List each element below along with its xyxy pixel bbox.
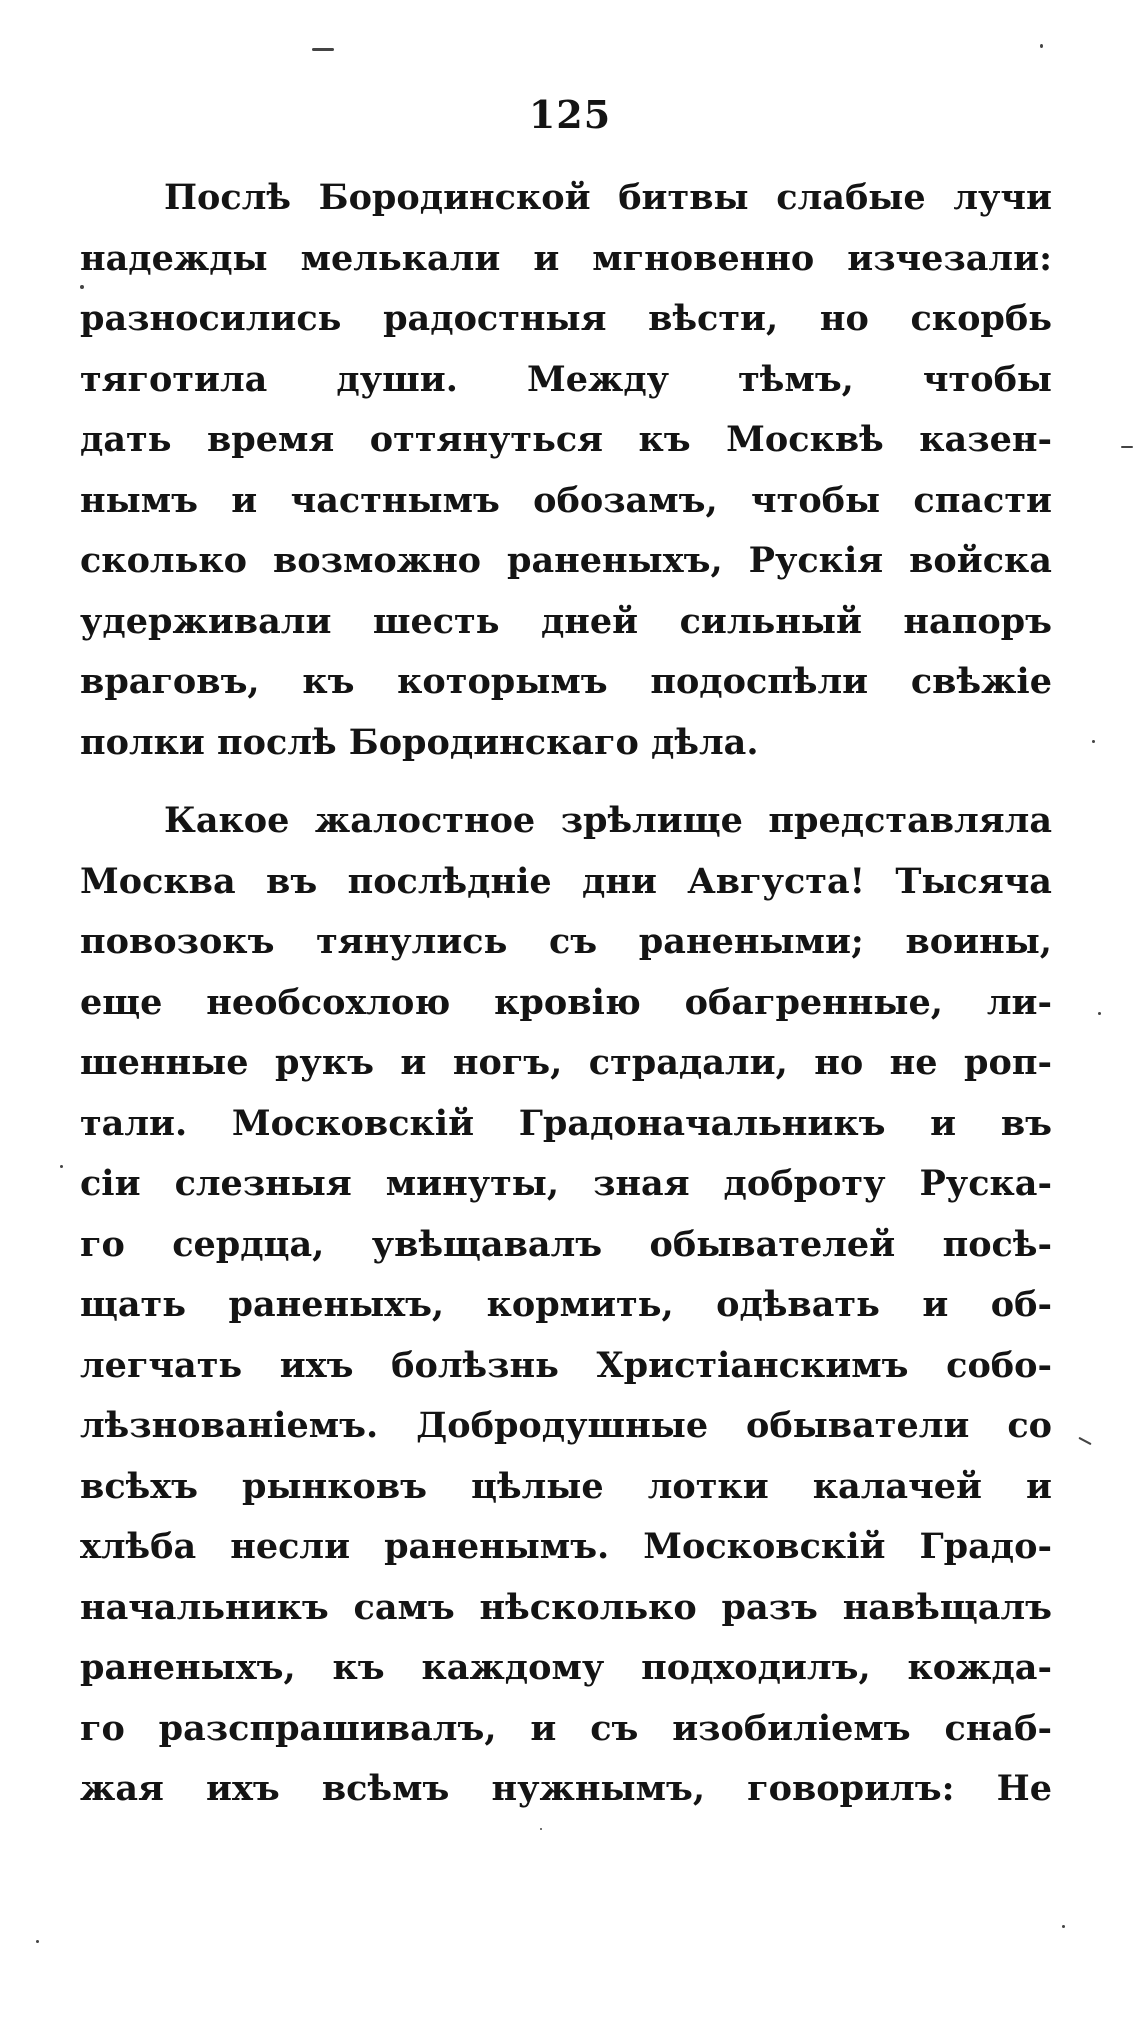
paper-speck (36, 1940, 39, 1943)
text-line: жая ихъ всѣмъ нужнымъ, говорилъ: Не (80, 1768, 1052, 1809)
text-line: Москва въ послѣдніе дни Августа! Тысяча (80, 860, 1052, 902)
text-line: го разспрашивалъ, и съ изобиліемъ снаб- (80, 1707, 1052, 1749)
text-line: раненыхъ, къ каждому подходилъ, кожда- (80, 1647, 1052, 1688)
text-line: еще необсохлою кровію обагренные, ли- (80, 981, 1052, 1023)
text-line: дать время оттянуться къ Москвѣ казен- (80, 419, 1052, 460)
paper-speck (1092, 740, 1095, 743)
text-line: тяготила души. Между тѣмъ, чтобы (80, 358, 1052, 400)
paper-speck (1121, 446, 1133, 448)
text-line: Послѣ Бородинской битвы слабые лучи (164, 177, 1052, 218)
text-line: враговъ, къ которымъ подоспѣли свѣжіе (80, 661, 1052, 702)
paragraph-1 (80, 168, 1052, 773)
text-line: легчать ихъ болѣзнь Христіанскимъ собо- (80, 1344, 1052, 1386)
text-line: го сердца, увѣщавалъ обывателей посѣ- (80, 1223, 1052, 1265)
paper-speck (1098, 1012, 1101, 1015)
text-line: шенные рукъ и ногъ, страдали, но не роп- (80, 1042, 1052, 1083)
text-line: нымъ и частнымъ обозамъ, чтобы спасти (80, 479, 1052, 521)
paper-speck (1062, 1925, 1065, 1928)
text-line: повозокъ тянулись съ ранеными; воины, (80, 921, 1052, 962)
text-line: сіи слезныя минуты, зная доброту Руска- (80, 1163, 1052, 1204)
paper-speck (60, 1165, 63, 1168)
text-line: полки послѣ Бородинскаго дѣла. (80, 721, 759, 763)
paper-speck (312, 48, 334, 51)
text-line: удерживали шесть дней сильный напоръ (80, 600, 1052, 642)
text-line: щать раненыхъ, кормить, одѣвать и об- (80, 1284, 1052, 1325)
text-line: всѣхъ рынковъ цѣлые лотки калачей и (80, 1465, 1052, 1507)
text-line: хлѣба несли раненымъ. Московскій Градо- (80, 1526, 1052, 1567)
page-number: 125 (528, 92, 612, 137)
body-text (80, 168, 1052, 1820)
paper-speck (80, 285, 84, 289)
text-line: начальникъ самъ нѣсколько разъ навѣщалъ (80, 1586, 1052, 1628)
text-line: Какое жалостное зрѣлище представляла (164, 800, 1052, 841)
text-line: лѣзнованіемъ. Добродушные обыватели со (80, 1405, 1052, 1446)
paper-speck (540, 1828, 542, 1830)
paper-speck (1040, 44, 1043, 48)
text-line: тали. Московскій Градоначальникъ и въ (80, 1102, 1052, 1144)
paper-speck (1078, 1437, 1091, 1445)
paragraph-2 (80, 791, 1052, 1820)
text-line: разносились радостныя вѣсти, но скорбь (80, 298, 1052, 339)
text-line: сколько возможно раненыхъ, Рускія войска (80, 540, 1052, 581)
text-line: надежды мелькали и мгновенно изчезали: (80, 237, 1052, 279)
paragraph-gap (80, 773, 1052, 791)
